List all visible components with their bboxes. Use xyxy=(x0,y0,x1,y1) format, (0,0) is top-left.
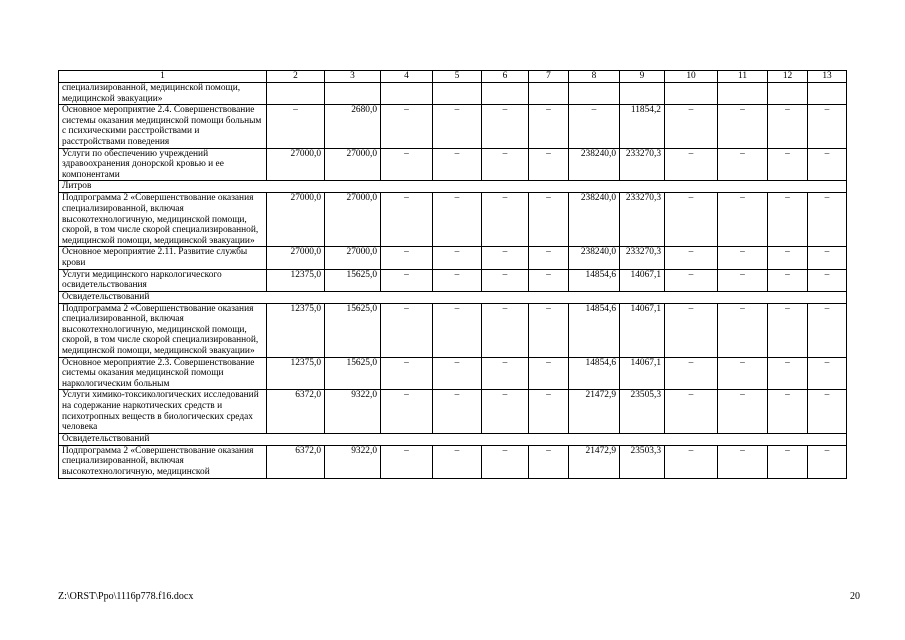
value-cell xyxy=(529,83,569,105)
header-cell: 9 xyxy=(620,71,665,83)
value-cell: – xyxy=(482,148,529,181)
value-cell: 14854,6 xyxy=(569,269,620,291)
table-row xyxy=(59,148,847,181)
value-cell: – xyxy=(768,357,808,390)
value-cell: – xyxy=(808,269,847,291)
value-cell: 238240,0 xyxy=(569,247,620,269)
unit-row xyxy=(59,291,847,303)
value-cell: 11854,2 xyxy=(620,105,665,148)
value-cell: – xyxy=(381,269,433,291)
value-cell: 23503,3 xyxy=(620,445,665,478)
header-cell: 5 xyxy=(433,71,482,83)
unit-label: Освидетельствований xyxy=(59,291,847,303)
value-cell: – xyxy=(718,269,768,291)
value-cell: – xyxy=(718,193,768,247)
value-cell: – xyxy=(482,105,529,148)
table-row xyxy=(59,357,847,390)
value-cell: – xyxy=(529,357,569,390)
value-cell: 6372,0 xyxy=(267,445,325,478)
table-row xyxy=(59,269,847,291)
value-cell: – xyxy=(718,105,768,148)
row-label: Основное мероприятие 2.3. Совершенствование системы оказания медицинской помощи наркологическим больным xyxy=(59,357,267,390)
value-cell xyxy=(718,83,768,105)
footer-file-path: Z:\ORST\Ppo\1116p778.f16.docx xyxy=(58,591,194,602)
unit-row xyxy=(59,433,847,445)
value-cell: – xyxy=(718,357,768,390)
header-row xyxy=(59,71,847,83)
value-cell: – xyxy=(768,148,808,181)
value-cell: – xyxy=(665,105,718,148)
value-cell: – xyxy=(665,269,718,291)
value-cell: – xyxy=(808,193,847,247)
value-cell: – xyxy=(718,445,768,478)
value-cell: 27000,0 xyxy=(325,148,381,181)
row-label: Услуги химико-токсикологических исследований на содержание наркотических средств и психотропных веществ в биологических средах человека xyxy=(59,390,267,433)
value-cell: – xyxy=(482,193,529,247)
value-cell: – xyxy=(529,390,569,433)
header-cell: 3 xyxy=(325,71,381,83)
table-row xyxy=(59,193,847,247)
value-cell: 2680,0 xyxy=(325,105,381,148)
value-cell: – xyxy=(482,269,529,291)
value-cell: – xyxy=(433,105,482,148)
row-label: Подпрограмма 2 «Совершенствование оказания специализированной, включая высокотехнологичную, медицинской помощи, скорой, в том числе скорой специализированной, медицинской помощи, медицинской эвакуации» xyxy=(59,303,267,357)
value-cell: 14854,6 xyxy=(569,357,620,390)
value-cell: – xyxy=(433,269,482,291)
value-cell: 9322,0 xyxy=(325,445,381,478)
value-cell: – xyxy=(768,105,808,148)
row-label: Подпрограмма 2 «Совершенствование оказания специализированной, включая высокотехнологичную, медицинской помощи, скорой, в том числе скорой специализированной, медицинской помощи, медицинской эвакуации» xyxy=(59,193,267,247)
value-cell: – xyxy=(665,390,718,433)
value-cell: – xyxy=(665,247,718,269)
value-cell: – xyxy=(808,303,847,357)
value-cell: – xyxy=(433,303,482,357)
row-label: Услуги по обеспечению учреждений здравоохранения донорской кровью и ее компонентами xyxy=(59,148,267,181)
value-cell: – xyxy=(768,303,808,357)
value-cell: – xyxy=(665,303,718,357)
unit-row xyxy=(59,181,847,193)
value-cell xyxy=(768,83,808,105)
footer-page-number: 20 xyxy=(850,591,860,602)
value-cell: – xyxy=(718,148,768,181)
row-label: Подпрограмма 2 «Совершенствование оказания специализированной, включая высокотехнологичную, медицинской xyxy=(59,445,267,478)
value-cell: – xyxy=(808,445,847,478)
unit-label: Литров xyxy=(59,181,847,193)
value-cell xyxy=(665,83,718,105)
value-cell: 6372,0 xyxy=(267,390,325,433)
value-cell: – xyxy=(718,303,768,357)
row-label: Услуги медицинского наркологического освидетельствования xyxy=(59,269,267,291)
value-cell: 27000,0 xyxy=(325,247,381,269)
value-cell: – xyxy=(529,303,569,357)
value-cell xyxy=(433,83,482,105)
value-cell: – xyxy=(529,445,569,478)
header-cell: 13 xyxy=(808,71,847,83)
value-cell: – xyxy=(529,269,569,291)
value-cell: 14067,1 xyxy=(620,269,665,291)
value-cell: – xyxy=(381,357,433,390)
value-cell: – xyxy=(433,445,482,478)
value-cell: 233270,3 xyxy=(620,148,665,181)
value-cell: – xyxy=(433,247,482,269)
value-cell: 27000,0 xyxy=(267,148,325,181)
value-cell: – xyxy=(381,303,433,357)
unit-label: Освидетельствований xyxy=(59,433,847,445)
value-cell: – xyxy=(381,105,433,148)
table-body xyxy=(59,71,847,479)
value-cell: 14854,6 xyxy=(569,303,620,357)
header-cell: 6 xyxy=(482,71,529,83)
value-cell: 23505,3 xyxy=(620,390,665,433)
value-cell: 27000,0 xyxy=(267,193,325,247)
value-cell: – xyxy=(808,105,847,148)
value-cell: – xyxy=(433,357,482,390)
header-cell: 11 xyxy=(718,71,768,83)
value-cell: – xyxy=(569,105,620,148)
row-label: Основное мероприятие 2.4. Совершенствование системы оказания медицинской помощи больным с психическими расстройствами и расстройствами поведения xyxy=(59,105,267,148)
table-row xyxy=(59,105,847,148)
value-cell: – xyxy=(433,390,482,433)
value-cell: 12375,0 xyxy=(267,357,325,390)
value-cell: 12375,0 xyxy=(267,269,325,291)
value-cell: – xyxy=(808,148,847,181)
header-cell: 4 xyxy=(381,71,433,83)
value-cell: – xyxy=(381,148,433,181)
data-table xyxy=(58,70,847,479)
value-cell: – xyxy=(381,390,433,433)
value-cell xyxy=(482,83,529,105)
value-cell: – xyxy=(665,357,718,390)
table-row xyxy=(59,303,847,357)
value-cell: – xyxy=(665,148,718,181)
value-cell: 238240,0 xyxy=(569,148,620,181)
value-cell xyxy=(808,83,847,105)
value-cell: – xyxy=(482,357,529,390)
value-cell: – xyxy=(433,148,482,181)
value-cell: – xyxy=(718,247,768,269)
value-cell: 9322,0 xyxy=(325,390,381,433)
value-cell: 15625,0 xyxy=(325,357,381,390)
value-cell xyxy=(381,83,433,105)
value-cell: 14067,1 xyxy=(620,357,665,390)
value-cell: 27000,0 xyxy=(325,193,381,247)
row-label: специализированной, медицинской помощи, медицинской эвакуации» xyxy=(59,83,267,105)
value-cell: – xyxy=(482,390,529,433)
value-cell: – xyxy=(768,390,808,433)
header-cell: 10 xyxy=(665,71,718,83)
value-cell: – xyxy=(482,445,529,478)
value-cell: – xyxy=(808,390,847,433)
value-cell xyxy=(267,83,325,105)
header-cell: 7 xyxy=(529,71,569,83)
value-cell: – xyxy=(433,193,482,247)
value-cell: – xyxy=(768,247,808,269)
value-cell: – xyxy=(665,193,718,247)
value-cell: 21472,9 xyxy=(569,445,620,478)
value-cell: 233270,3 xyxy=(620,247,665,269)
header-cell: 12 xyxy=(768,71,808,83)
value-cell: – xyxy=(482,247,529,269)
header-cell: 2 xyxy=(267,71,325,83)
value-cell: – xyxy=(267,105,325,148)
value-cell xyxy=(325,83,381,105)
value-cell: – xyxy=(665,445,718,478)
value-cell: – xyxy=(808,357,847,390)
value-cell: 12375,0 xyxy=(267,303,325,357)
value-cell: 15625,0 xyxy=(325,269,381,291)
value-cell: – xyxy=(381,445,433,478)
header-cell: 8 xyxy=(569,71,620,83)
header-cell: 1 xyxy=(59,71,267,83)
value-cell: – xyxy=(529,193,569,247)
value-cell: – xyxy=(529,247,569,269)
value-cell: 14067,1 xyxy=(620,303,665,357)
value-cell: – xyxy=(529,148,569,181)
value-cell: – xyxy=(381,193,433,247)
value-cell: – xyxy=(768,193,808,247)
table-row xyxy=(59,247,847,269)
value-cell: – xyxy=(808,247,847,269)
table-row xyxy=(59,83,847,105)
value-cell: 21472,9 xyxy=(569,390,620,433)
value-cell: – xyxy=(718,390,768,433)
row-label: Основное мероприятие 2.11. Развитие службы крови xyxy=(59,247,267,269)
value-cell: – xyxy=(529,105,569,148)
value-cell xyxy=(620,83,665,105)
value-cell: 15625,0 xyxy=(325,303,381,357)
value-cell: 27000,0 xyxy=(267,247,325,269)
value-cell: – xyxy=(768,269,808,291)
value-cell xyxy=(569,83,620,105)
value-cell: 233270,3 xyxy=(620,193,665,247)
value-cell: 238240,0 xyxy=(569,193,620,247)
table-row xyxy=(59,390,847,433)
value-cell: – xyxy=(768,445,808,478)
table-row xyxy=(59,445,847,478)
value-cell: – xyxy=(381,247,433,269)
value-cell: – xyxy=(482,303,529,357)
